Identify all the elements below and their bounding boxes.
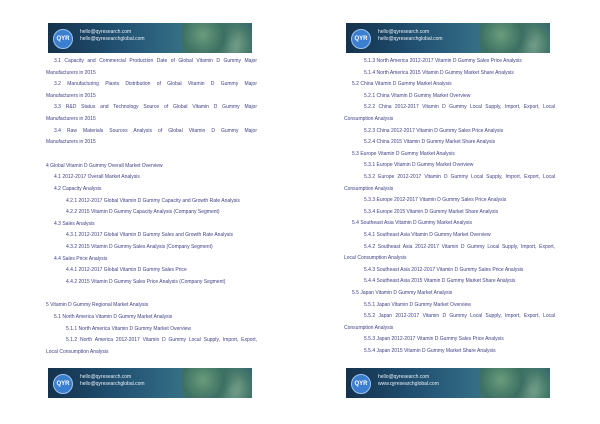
toc-entry: 5.1.3 North America 2012-2017 Vitamin D Gummy Sales Price Analysis — [364, 58, 522, 64]
toc-entry: Local Consumption Analysis — [344, 255, 407, 262]
toc-entry: Manufacturers in 2015 — [46, 92, 96, 99]
toc-entry: 3.2 Manufacturing Plants Distribution of Global Vitamin D Gummy Major — [54, 81, 257, 88]
toc-entry: 4.4.2 2015 Vitamin D Gummy Sales Price Analysis (Company Segment) — [66, 278, 226, 285]
qyr-logo-icon: QYR — [53, 374, 73, 394]
toc-entry: Manufacturers in 2015 — [46, 69, 96, 76]
banner-email-1[interactable]: hello@qyresearch.com — [80, 374, 132, 380]
toc-entry: 5.2 China Vitamin D Gummy Market Analysis — [352, 81, 452, 88]
toc-entry: 3.4 Raw Materials Sources Analysis of Global Vitamin D Gummy Major — [54, 127, 257, 134]
toc-entry: 5.1.1 North America Vitamin D Gummy Market Overview — [66, 325, 191, 332]
toc-entry: 5.4.4 Southeast Asia 2015 Vitamin D Gummy Market Share Analysis — [364, 278, 516, 285]
toc-entry: Manufacturers in 2015 — [46, 139, 96, 146]
header-banner — [48, 23, 252, 53]
toc-entry: Consumption Analysis — [344, 324, 394, 331]
toc-entry: 5.4.3 Southeast Asia 2012-2017 Vitamin D Gummy Sales Price Analysis — [364, 266, 524, 273]
toc-entry: 5.5.2 Japan 2012-2017 Vitamin D Gummy Local Supply, Import, Export, Local — [364, 313, 555, 320]
right-page — [344, 0, 594, 424]
banner-email-1[interactable]: hello@qyresearch.com — [80, 29, 132, 35]
toc-entry: 4.2.2 2015 Vitamin D Gummy Capacity Analysis (Company Segment) — [66, 209, 220, 216]
toc-entry: 5.4 Southeast Asia Vitamin D Gummy Market Analysis — [352, 220, 472, 227]
toc-entry: Manufacturers in 2015 — [46, 116, 96, 122]
toc-entry: 4 Global Vitamin D Gummy Overall Market Overview — [46, 162, 163, 169]
toc-entry: 4.3 Sales Analysis — [54, 220, 95, 227]
banner-website[interactable]: www.qyresearchglobal.com — [378, 381, 439, 387]
toc-entry: 5.2.3 China 2012-2017 Vitamin D Gummy Sales Price Analysis — [364, 127, 504, 134]
toc-entry: 5.1.2 North America 2012-2017 Vitamin D Gummy Local Supply, Import, Export, — [66, 337, 257, 344]
banner-email-2[interactable]: hello@qyresearchglobal.com — [80, 36, 145, 42]
qyr-logo-icon: QYR — [351, 29, 371, 49]
toc-entry: 4.4.1 2012-2017 Global Vitamin D Gummy Sales Price — [66, 267, 187, 274]
toc-entry: 5.5.4 Japan 2015 Vitamin D Gummy Market Share Analysis — [364, 348, 496, 354]
toc-entry: Consumption Analysis — [344, 185, 394, 192]
banner-email-1[interactable]: hello@qyresearch.com — [378, 29, 430, 35]
toc-entry: 5.3.2 Europe 2012-2017 Vitamin D Gummy Local Supply, Import, Export, Local — [364, 174, 555, 180]
toc-entry: 5.3.3 Europe 2012-2017 Vitamin D Gummy Sales Price Analysis — [364, 197, 507, 204]
toc-entry: Consumption Analysis — [344, 116, 394, 122]
toc-entry: 5.1.4 North America 2015 Vitamin D Gummy Market Share Analysis — [364, 69, 514, 76]
footer-banner — [48, 368, 252, 398]
toc-entry: 4.1 2012-2017 Overall Market Analysis — [54, 174, 140, 181]
toc-entry: 5.3.4 Europe 2015 Vitamin D Gummy Market Share Analysis — [364, 208, 499, 215]
left-page — [46, 0, 296, 424]
toc-entry: 5.1 North America Vitamin D Gummy Market Analysis — [54, 314, 173, 320]
toc-entry: 5.4.2 Southeast Asia 2012-2017 Vitamin D Gummy Local Supply, Import, Export, — [364, 243, 555, 250]
toc-entry: 5 Vitamin D Gummy Regional Market Analysis — [46, 302, 149, 309]
toc-entry: 5.5.3 Japan 2012-2017 Vitamin D Gummy Sales Price Analysis — [364, 336, 504, 343]
toc-entry: 4.3.2 2015 Vitamin D Gummy Sales Analysis (Company Segment) — [66, 244, 213, 250]
banner-email-2[interactable]: hello@qyresearchglobal.com — [80, 381, 145, 387]
header-banner — [346, 23, 550, 53]
toc-entry: Local Consumption Analysis — [46, 348, 109, 355]
qyr-logo-icon: QYR — [351, 374, 371, 394]
toc-entry: 3.3 R&D Status and Technology Source of Global Vitamin D Gummy Major — [54, 104, 257, 111]
banner-email-2[interactable]: hello@qyresearchglobal.com — [378, 36, 443, 42]
toc-entry: 5.2.1 China Vitamin D Gummy Market Overview — [364, 92, 471, 99]
toc-entry: 3.1 Capacity and Commercial Production Date of Global Vitamin D Gummy Major — [54, 58, 257, 64]
toc-entry: 5.2.4 China 2015 Vitamin D Gummy Market Share Analysis — [364, 139, 496, 146]
toc-entry: 5.4.1 Southeast Asia Vitamin D Gummy Market Overview — [364, 232, 491, 238]
toc-entry: 4.4 Sales Price Analysis — [54, 255, 108, 262]
banner-email-1[interactable]: hello@qyresearch.com — [378, 374, 430, 380]
toc-entry: 5.5 Japan Vitamin D Gummy Market Analysis — [352, 290, 453, 296]
toc-entry: 5.3 Europe Vitamin D Gummy Market Analysis — [352, 150, 455, 157]
qyr-logo-icon: QYR — [53, 29, 73, 49]
toc-entry: 4.3.1 2012-2017 Global Vitamin D Gummy Sales and Growth Rate Analysis — [66, 232, 233, 239]
toc-entry: 5.5.1 Japan Vitamin D Gummy Market Overview — [364, 301, 471, 308]
toc-entry: 4.2.1 2012-2017 Global Vitamin D Gummy Capacity and Growth Rate Analysis — [66, 197, 240, 204]
toc-entry: 5.3.1 Europe Vitamin D Gummy Market Overview — [364, 162, 474, 169]
footer-banner — [346, 368, 550, 398]
toc-entry: 5.2.2 China 2012-2017 Vitamin D Gummy Local Supply, Import, Export, Local — [364, 104, 555, 111]
toc-entry: 4.2 Capacity Analysis — [54, 186, 102, 192]
